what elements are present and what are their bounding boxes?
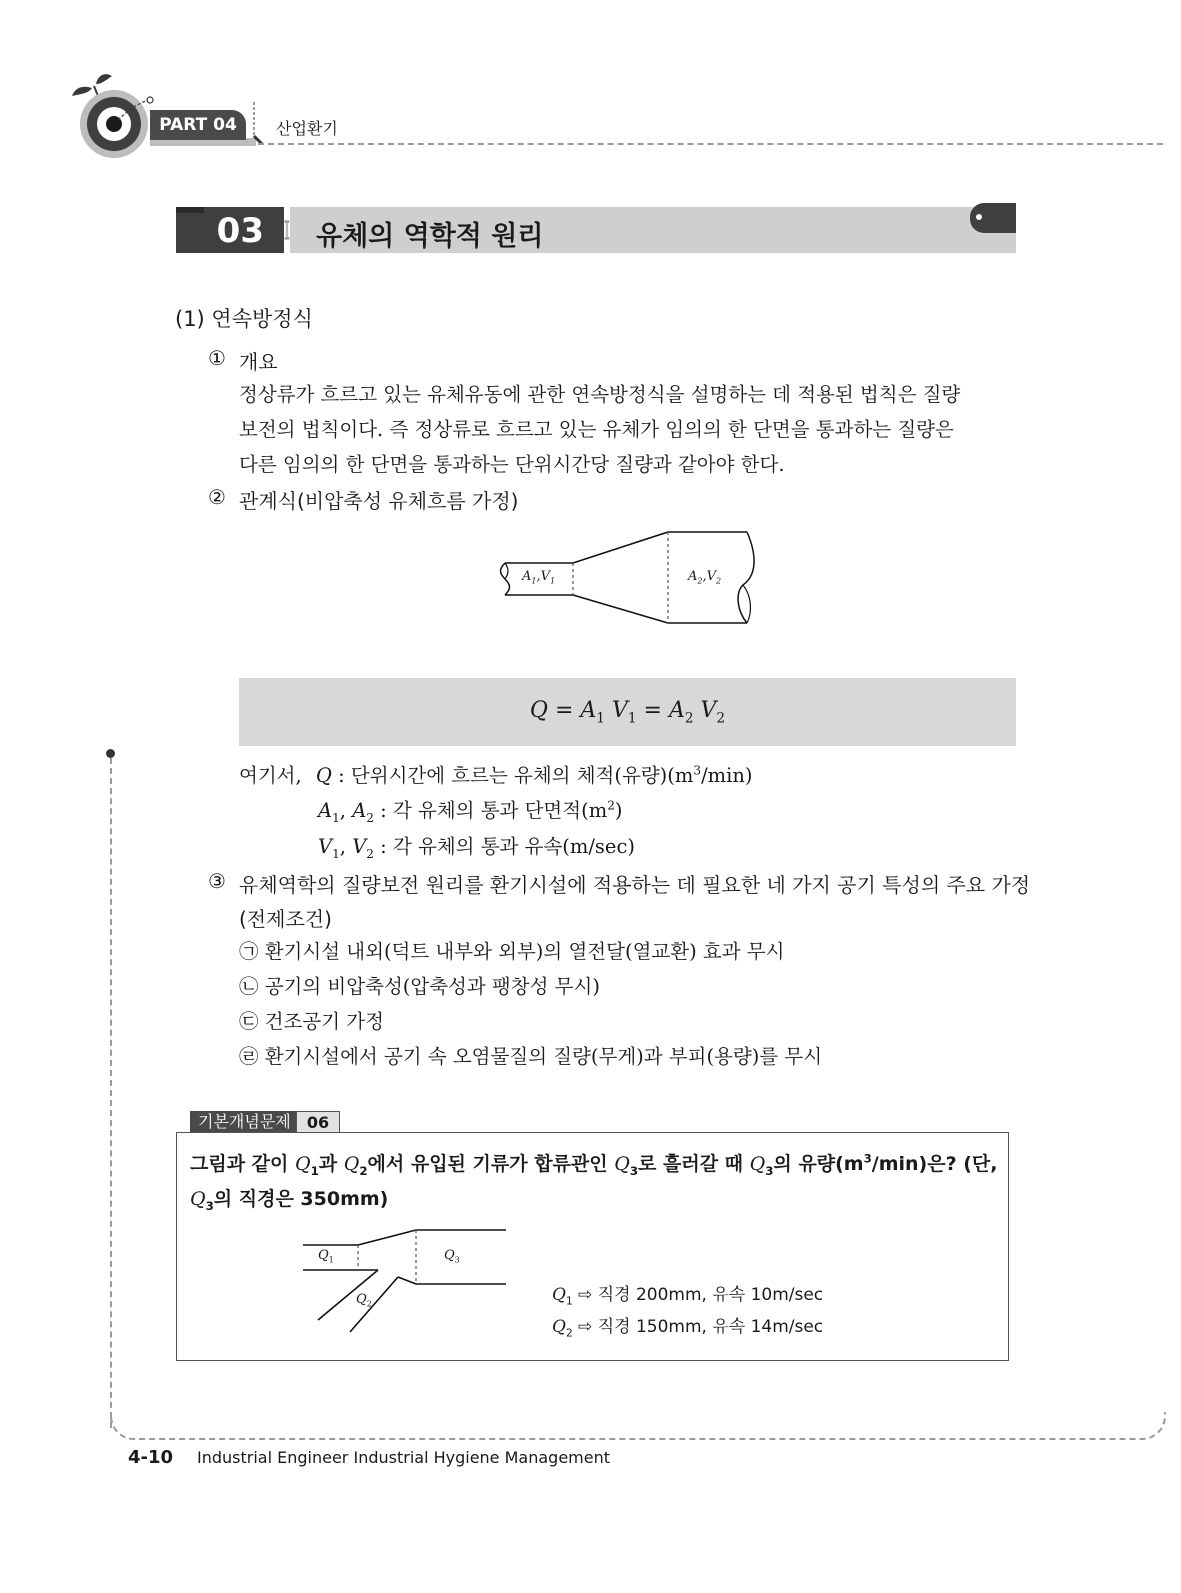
info-q1-text: 직경 200mm, 유속 10m/sec <box>597 1285 824 1305</box>
problem-q1-sub: 1 <box>310 1163 319 1178</box>
where-q-unit-pre: (m <box>667 764 694 787</box>
diagram-a1-sub: 1 <box>531 576 537 586</box>
junction-q3-sub: 3 <box>454 1255 460 1265</box>
problem-q3c: Q <box>190 1188 206 1210</box>
junction-q3: Q <box>444 1248 455 1263</box>
problem-t5: 의 유량(m <box>773 1153 864 1175</box>
item3-label-line2: (전제조건) <box>239 907 332 931</box>
subsection-heading: (1) 연속방정식 <box>175 307 313 331</box>
diagram-a2: A <box>688 569 698 584</box>
info-q1: Q <box>552 1285 566 1305</box>
diagram-label-a2v2: $A_2,V_2$ <box>688 569 722 586</box>
where-v2-symbol: V <box>352 835 367 858</box>
junction-q2: Q <box>356 1292 367 1307</box>
item2-marker: ② <box>208 485 226 509</box>
where-q-symbol: Q <box>315 764 332 787</box>
junction-label-q3 <box>444 1248 460 1265</box>
where-q-unit-post: /min) <box>701 764 753 787</box>
where-colon: : <box>380 799 387 822</box>
where-comma: , <box>339 835 346 858</box>
diagram-v2: V <box>706 569 717 584</box>
sub-marker: ㉡ <box>239 975 259 998</box>
problem-info-q1 <box>552 1280 823 1307</box>
problem-q3c-sub: 3 <box>205 1198 214 1213</box>
problem-t3: 에서 유입된 기류가 합류관인 <box>367 1153 608 1175</box>
where-v2-sub: 2 <box>366 846 374 861</box>
junction-q1: Q <box>318 1248 329 1263</box>
problem-t5-sup: 3 <box>863 1151 872 1166</box>
problem-t4: 로 흘러갈 때 <box>638 1153 744 1175</box>
section-title: 유체의 역학적 원리 <box>316 221 544 252</box>
info-q2-sub: 2 <box>565 1327 573 1340</box>
section-cap-dot <box>976 214 982 220</box>
formula-v1-sub: 1 <box>627 710 637 727</box>
formula-q: Q <box>529 698 548 723</box>
item3-sub-1 <box>239 936 784 964</box>
continuity-formula <box>239 698 1016 726</box>
problem-q3b-sub: 3 <box>765 1163 774 1178</box>
item3-sub-4 <box>239 1041 822 1069</box>
sub-text: 건조공기 가정 <box>264 1010 384 1033</box>
where-comma: , <box>339 799 346 822</box>
where-v1-symbol: V <box>318 835 333 858</box>
problem-info-q2 <box>552 1312 823 1339</box>
item1-line: 보전의 법칙이다. 즉 정상류로 흐르고 있는 유체가 임의의 한 단면을 통과하는 질량은 <box>239 418 954 441</box>
item1-body <box>239 377 960 482</box>
footer-book-title: Industrial Engineer Industrial Hygiene Management <box>197 1448 611 1467</box>
sub-marker: ㉠ <box>239 940 259 963</box>
where-a-unit-pre: (m <box>581 799 608 822</box>
formula-v2-sub: 2 <box>716 710 726 727</box>
diagram-v2-sub: 2 <box>716 576 722 586</box>
problem-q2: Q <box>343 1153 360 1175</box>
problem-t1: 그림과 같이 <box>190 1153 289 1175</box>
where-q-desc: 단위시간에 흐르는 유체의 체적(유량) <box>350 764 668 787</box>
where-colon: : <box>338 764 345 787</box>
info-q2: Q <box>552 1317 566 1337</box>
problem-text-line1 <box>190 1149 997 1178</box>
where-q-line <box>239 760 753 788</box>
diagram-a1: A <box>522 569 532 584</box>
info-q2-text: 직경 150mm, 유속 14m/sec <box>597 1317 824 1337</box>
problem-text-line2 <box>190 1184 388 1213</box>
problem-t7: 의 직경은 350mm) <box>213 1188 389 1210</box>
where-v-unit: (m/sec) <box>562 835 635 858</box>
where-a1-sub: 1 <box>332 810 340 825</box>
diagram-v1-sub: 1 <box>550 576 556 586</box>
sub-marker: ㉣ <box>239 1045 259 1068</box>
formula-v2: V <box>700 698 717 723</box>
formula-eq: = <box>554 698 574 723</box>
item1-label: 개요 <box>239 350 278 374</box>
formula-v1: V <box>611 698 628 723</box>
problem-number: 06 <box>296 1111 340 1133</box>
part-badge: PART 04 <box>150 110 246 140</box>
diagram-label-a1v1: $A_1,V_1$ <box>522 569 556 586</box>
problem-q1: Q <box>295 1153 311 1175</box>
duct-junction-diagram <box>298 1222 513 1337</box>
where-a2-sub: 2 <box>366 810 374 825</box>
sub-text: 환기시설에서 공기 속 오염물질의 질량(무게)과 부피(용량)를 무시 <box>264 1045 823 1068</box>
margin-rule <box>110 758 112 1428</box>
diagram-v1: V <box>540 569 551 584</box>
right-arrow-icon: ⇨ <box>578 1317 593 1337</box>
sub-marker: ㉢ <box>239 1010 259 1033</box>
problem-q3b: Q <box>749 1153 766 1175</box>
item3-sub-2 <box>239 971 600 999</box>
where-a-desc: 각 유체의 통과 단면적 <box>392 799 582 822</box>
where-v-line <box>318 831 635 861</box>
section-number: 03 <box>176 207 284 253</box>
right-arrow-icon: ⇨ <box>578 1285 593 1305</box>
diagram-a2-sub: 2 <box>697 576 703 586</box>
item1-line: 정상류가 흐르고 있는 유체유동에 관한 연속방정식을 설명하는 데 적용된 법칙은 질량 <box>239 383 961 406</box>
junction-q1-sub: 1 <box>328 1255 334 1265</box>
formula-a2-sub: 2 <box>684 710 694 727</box>
formula-a1-sub: 1 <box>596 710 605 727</box>
item2-label: 관계식(비압축성 유체흐름 가정) <box>239 489 519 513</box>
where-colon: : <box>380 835 387 858</box>
header-divider-icon <box>250 100 264 146</box>
where-a-unit-sup: 2 <box>607 798 615 813</box>
item1-marker: ① <box>208 346 226 370</box>
where-prefix: 여기서, <box>239 764 302 787</box>
sub-text: 환기시설 내외(덕트 내부와 외부)의 열전달(열교환) 효과 무시 <box>264 940 785 963</box>
problem-q2-sub: 2 <box>359 1163 368 1178</box>
where-v-desc: 각 유체의 통과 유속 <box>392 835 563 858</box>
problem-q3: Q <box>614 1153 630 1175</box>
where-a-unit-post: ) <box>614 799 623 822</box>
where-q-unit-sup: 3 <box>693 763 702 778</box>
problem-tab: 기본개념문제 <box>190 1111 299 1133</box>
formula-a2: A <box>668 698 685 723</box>
problem-t6: /min)은? (단, <box>871 1153 998 1175</box>
formula-a1: A <box>580 698 597 723</box>
margin-dot <box>106 749 115 758</box>
info-q1-sub: 1 <box>565 1295 573 1308</box>
item3-label-line1: 유체역학의 질량보전 원리를 환기시설에 적용하는 데 필요한 네 가지 공기 특성의 주요 가정 <box>239 873 1031 897</box>
header-section-title: 산업환기 <box>276 119 338 138</box>
where-v1-sub: 1 <box>332 846 340 861</box>
item3-sub-3 <box>239 1006 384 1034</box>
page-frame-bottom <box>110 1412 1166 1440</box>
problem-t2: 과 <box>318 1153 338 1175</box>
page-number: 4-10 <box>128 1447 174 1468</box>
where-a-line <box>318 795 623 825</box>
problem-q3-sub: 3 <box>629 1163 639 1178</box>
sub-text: 공기의 비압축성(압축성과 팽창성 무시) <box>264 975 600 998</box>
where-a2-symbol: A <box>352 799 367 822</box>
section-number-accent <box>176 207 204 213</box>
junction-q2-sub: 2 <box>366 1299 372 1309</box>
junction-label-q1 <box>318 1248 334 1265</box>
junction-label-q2 <box>356 1292 372 1309</box>
item3-marker: ③ <box>208 869 226 893</box>
item1-line: 다른 임의의 한 단면을 통과하는 단위시간당 질량과 같아야 한다. <box>239 453 785 476</box>
formula-eq: = <box>643 698 662 723</box>
where-a1-symbol: A <box>318 799 333 822</box>
header-rule <box>258 143 1163 145</box>
